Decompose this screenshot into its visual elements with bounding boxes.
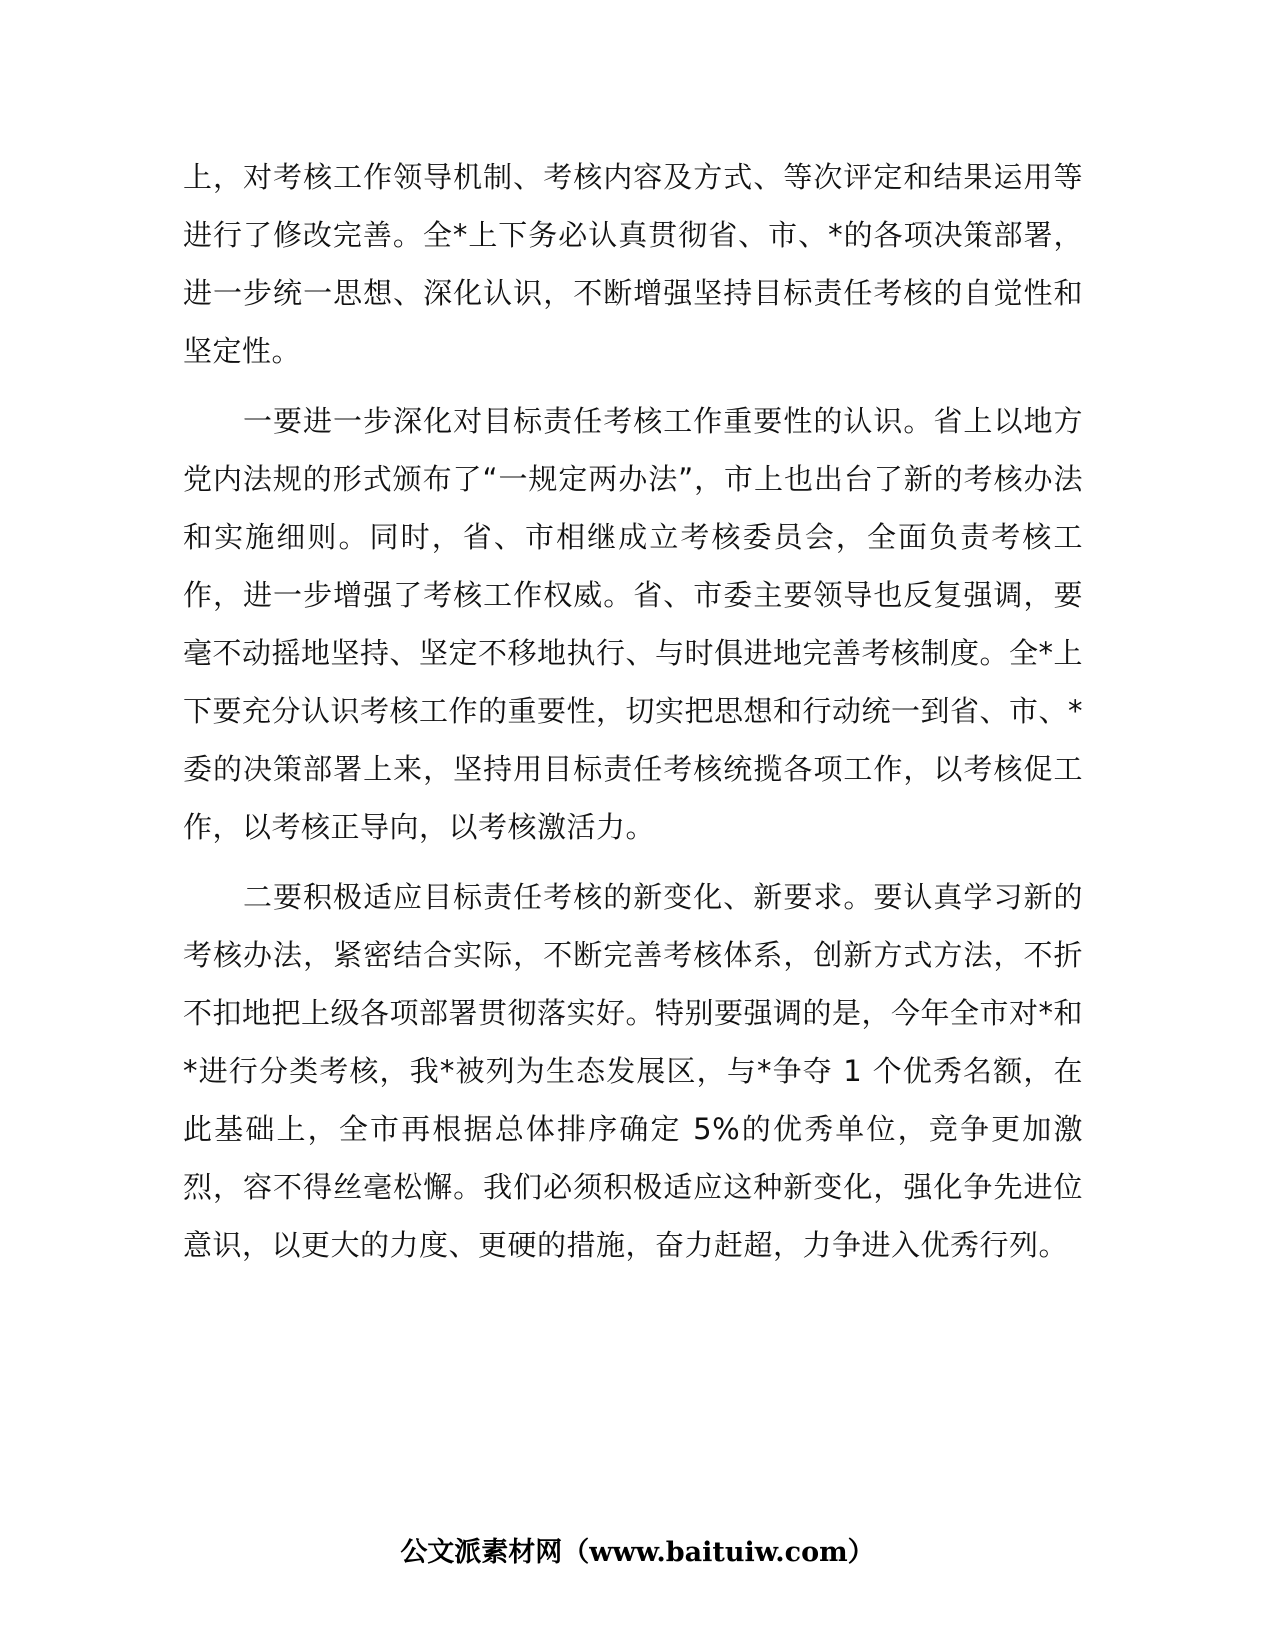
- document-body: [183, 148, 1083, 1274]
- paragraph-point-one: 一要进一步深化对目标责任考核工作重要性的认识。省上以地方党内法规的形式颁布了“一规定两办法”，市上也出台了新的考核办法和实施细则。同时，省、市相继成立考核委员会，全面负责考核工作，进一步增强了考核工作权威。省、市委主要领导也反复强调，要毫不动摇地坚持、坚定不移地执行、与时俱进地完善考核制度。全*上下要充分认识考核工作的重要性，切实把思想和行动统一到省、市、*委的决策部署上来，坚持用目标责任考核统揽各项工作，以考核促工作，以考核正导向，以考核激活力。: [183, 404, 1084, 844]
- paragraph-continuation: 上，对考核工作领导机制、考核内容及方式、等次评定和结果运用等进行了修改完善。全*上下务必认真贯彻省、市、*的各项决策部署，进一步统一思想、深化认识，不断增强坚持目标责任考核的自觉性和坚定性。: [183, 160, 1083, 368]
- footer-source-text: 公文派素材网（www.baituiw.com）: [400, 1537, 875, 1568]
- paragraph-point-two: 二要积极适应目标责任考核的新变化、新要求。要认真学习新的考核办法，紧密结合实际，不断完善考核体系，创新方式方法，不折不扣地把上级各项部署贯彻落实好。特别要强调的是，今年全市对*和*进行分类考核，我*被列为生态发展区，与*争夺 1 个优秀名额，在此基础上，全市再根据总体排序确定 5%的优秀单位，竞争更加激烈，容不得丝毫松懈。我们必须积极适应这种新变化，强化争先进位意识，以更大的力度、更硬的措施，奋力赶超，力争进入优秀行列。: [183, 880, 1084, 1262]
